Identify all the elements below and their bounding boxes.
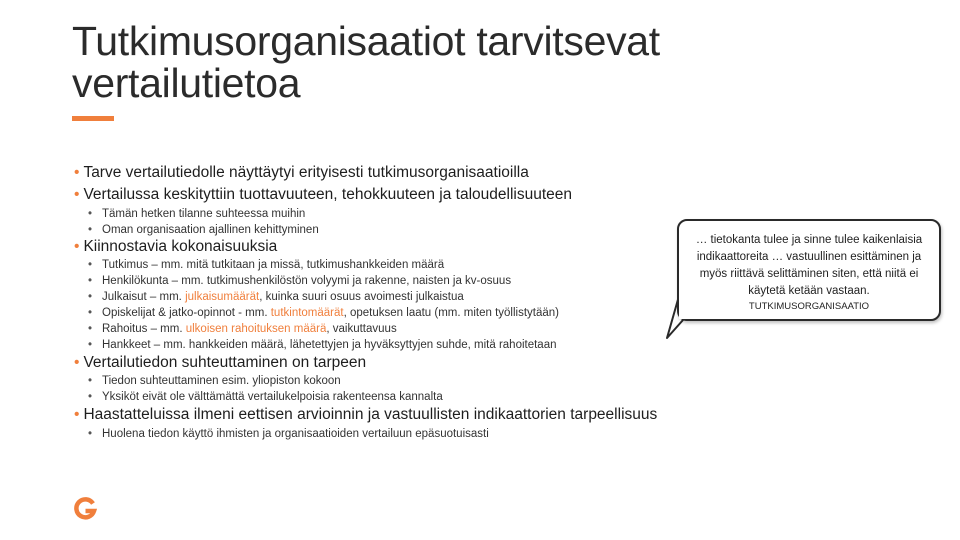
sub-bullet: • Tiedon suhteuttaminen esim. yliopiston kokoon — [88, 375, 341, 387]
bullet-relativization — [74, 354, 366, 372]
bullet-text: Kiinnostavia kokonaisuuksia — [83, 238, 278, 255]
sub-bullet-research: • Tutkimus – mm. mitä tutkitaan ja missä, tutkimushankkeiden määrä — [88, 259, 445, 271]
page-title: Tutkimusorganisaatiot tarvitsevat vertailutietoa — [72, 18, 660, 106]
quote-callout — [677, 219, 941, 321]
bullet-dot: • — [74, 164, 80, 181]
g-logo-icon — [72, 496, 98, 522]
highlight-text: ulkoisen rahoituksen määrä — [185, 323, 327, 335]
title-accent-bar — [72, 116, 114, 121]
bullet-dot: • — [74, 406, 80, 423]
bullet-text: Vertailussa keskityttiin tuottavuuteen, tehokkuuteen ja taloudellisuuteen — [83, 186, 573, 203]
bullet-ethical-assessment — [74, 406, 657, 424]
callout-tail-cover — [677, 300, 701, 320]
bullet-text: Tarve vertailutiedolle näyttäytyi erityisesti tutkimusorganisaatioilla — [83, 164, 529, 181]
callout-quote: … tietokanta tulee ja sinne tulee kaikenlaisia indikaattoreita … vastuullinen esittäminen ja myös riittävä selittäminen siten, että niitä ei käytetä ketään vastaan. — [695, 234, 923, 297]
highlight-text: tutkintomäärät — [270, 307, 344, 319]
bullet-need-for-comparison — [74, 164, 529, 182]
sub-bullet: • Yksiköt eivät ole välttämättä vertailukelpoisia rakenteensa kannalta — [88, 391, 443, 403]
callout-source: TUTKIMUSORGANISAATIO — [748, 301, 870, 312]
bullet-dot: • — [74, 354, 80, 371]
bullet-dot: • — [74, 186, 80, 203]
bullet-interesting-entities — [74, 238, 277, 256]
sub-bullet-staff: • Henkilökunta – mm. tutkimushenkilöstön volyymi ja rakenne, naisten ja kv-osuus — [88, 275, 512, 287]
bullet-dot: • — [74, 238, 80, 255]
highlight-text: julkaisumäärät — [185, 291, 260, 303]
sub-bullet: • Oman organisaation ajallinen kehittyminen — [88, 224, 319, 236]
sub-bullet-publications: • Julkaisut – mm. julkaisumäärät, kuinka suuri osuus avoimesti julkaistua — [88, 291, 464, 303]
bullet-focus-areas — [74, 186, 572, 204]
bullet-text: Haastatteluissa ilmeni eettisen arvioinnin ja vastuullisten indikaattorien tarpeellisuus — [83, 406, 658, 423]
sub-bullet-students: • Opiskelijat & jatko-opinnot - mm. tutkintomäärät, opetuksen laatu (mm. miten työllistytään) — [88, 307, 560, 319]
sub-bullet-projects: • Hankkeet – mm. hankkeiden määrä, lähetettyjen ja hyväksyttyjen suhde, mitä rahoitetaan — [88, 339, 557, 351]
sub-bullet-funding: • Rahoitus – mm. ulkoisen rahoituksen määrä, vaikuttavuus — [88, 323, 397, 335]
sub-bullet: • Huolena tiedon käyttö ihmisten ja organisaatioiden vertailuun epäsuotuisasti — [88, 428, 489, 440]
sub-bullet: • Tämän hetken tilanne suhteessa muihin — [88, 208, 306, 220]
bullet-text: Vertailutiedon suhteuttaminen on tarpeen — [83, 354, 367, 371]
